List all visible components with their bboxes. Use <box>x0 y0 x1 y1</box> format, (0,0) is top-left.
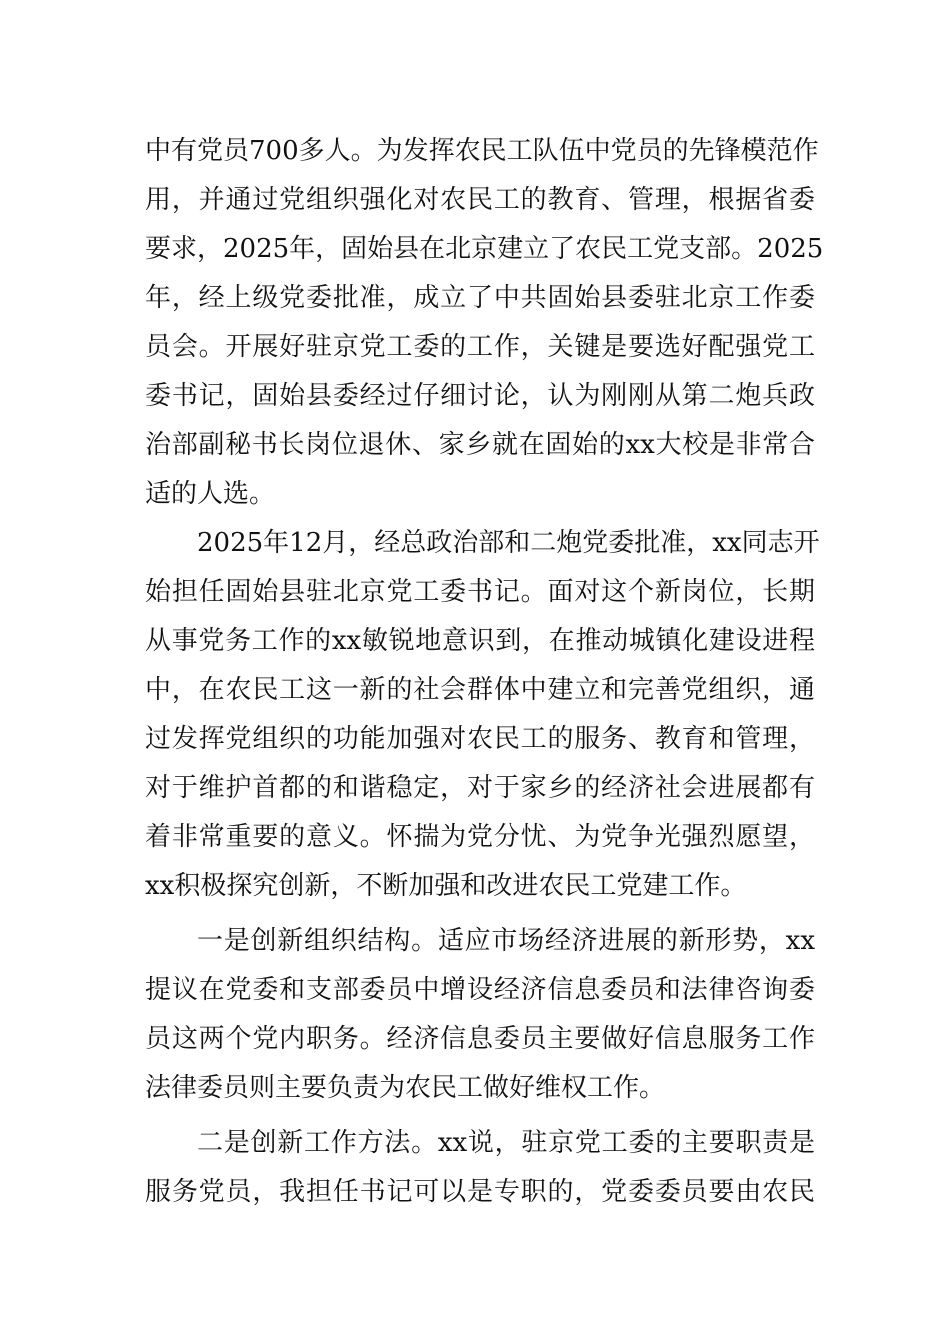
text-line: 委书记，固始县委经过仔细讨论，认为刚刚从第二炮兵政 <box>145 381 815 411</box>
text-line: 年，经上级党委批准，成立了中共固始县委驻北京工作委 <box>145 283 815 313</box>
text-line: 中，在农民工这一新的社会群体中建立和完善党组织，通 <box>145 675 815 705</box>
text-line: 治部副秘书长岗位退休、家乡就在固始的xx大校是非常合 <box>145 430 815 460</box>
text-line: 用，并通过党组织强化对农民工的教育、管理，根据省委 <box>145 185 815 215</box>
text-line: 员这两个党内职务。经济信息委员主要做好信息服务工作 <box>145 1024 815 1054</box>
paragraph-first-line: 2025年12月，经总政治部和二炮党委批准，xx同志开 <box>197 528 820 558</box>
paragraph-end-line: 法律委员则主要负责为农民工做好维权工作。 <box>145 1073 666 1103</box>
text-line: 服务党员，我担任书记可以是专职的，党委委员要由农民 <box>145 1177 815 1207</box>
paragraph-first-line: 一是创新组织结构。适应市场经济进展的新形势，xx <box>197 926 815 956</box>
paragraph-end-line: 适的人选。 <box>145 479 276 509</box>
text-line: 从事党务工作的xx敏锐地意识到，在推动城镇化建设进程 <box>145 626 815 656</box>
text-line: 始担任固始县驻北京党工委书记。面对这个新岗位，长期 <box>145 577 815 607</box>
paragraph-end-line: xx积极探究创新，不断加强和改进农民工党建工作。 <box>145 871 747 901</box>
text-line: 提议在党委和支部委员中增设经济信息委员和法律咨询委 <box>145 975 815 1005</box>
text-line: 过发挥党组织的功能加强对农民工的服务、教育和管理， <box>145 724 815 754</box>
text-line: 中有党员700多人。为发挥农民工队伍中党员的先锋模范作 <box>145 136 819 166</box>
text-line: 对于维护首都的和谐稳定，对于家乡的经济社会进展都有 <box>145 773 815 803</box>
text-line: 要求，2025年，固始县在北京建立了农民工党支部。2025 <box>145 234 824 264</box>
text-line: 员会。开展好驻京党工委的工作，关键是要选好配强党工 <box>145 332 815 362</box>
text-line: 着非常重要的意义。怀揣为党分忧、为党争光强烈愿望， <box>145 822 815 852</box>
paragraph-first-line: 二是创新工作方法。xx说，驻京党工委的主要职责是 <box>197 1128 815 1158</box>
